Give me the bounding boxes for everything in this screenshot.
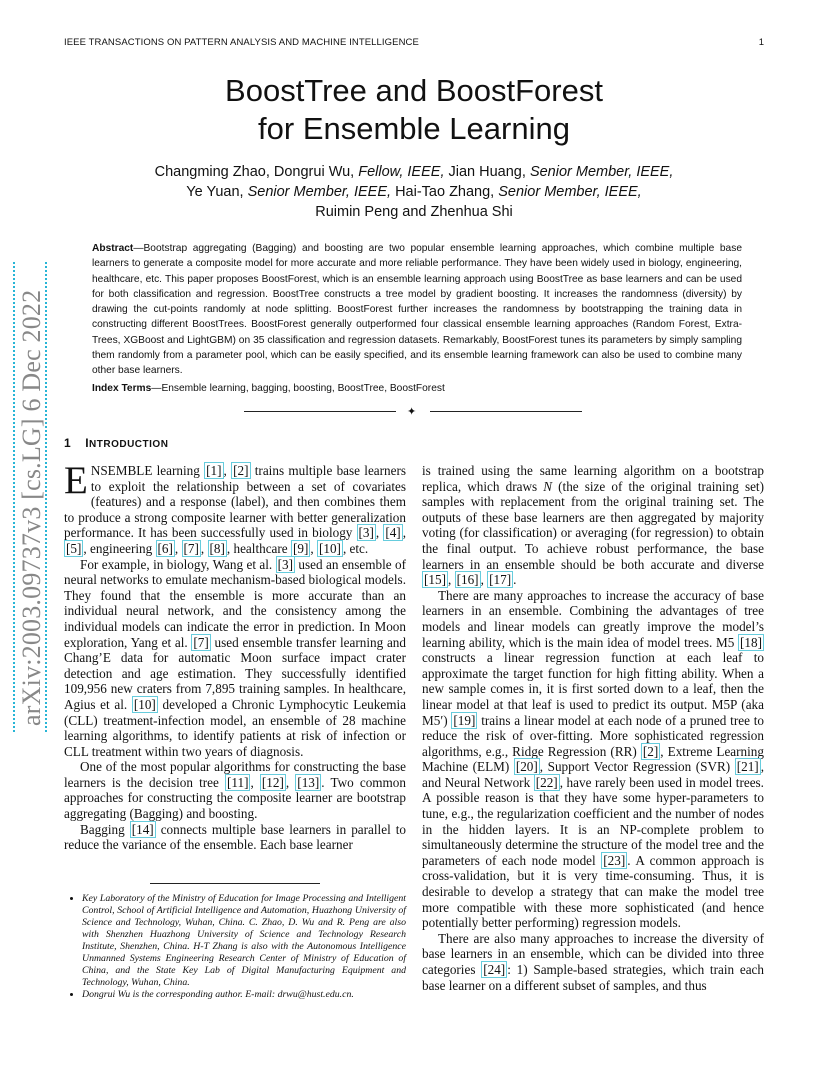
author-line-3: Ruimin Peng and Zhenhua Shi xyxy=(315,204,513,220)
citation-link[interactable]: [4] xyxy=(385,525,401,541)
citation-link[interactable]: [2] xyxy=(233,463,249,478)
paragraph: For example, in biology, Wang et al. [3] used an ensemble of neural networks to emulate mechanism-based biological models. They found that the ensemble is more accurate than an individual neural network, and the consistency among the individual models can indicate the error in prediction. In Moon exploration, Yang et al. [7] used ensemble transfer learning and Chang’E data for automatic Moon surface impact crater detection and age estimation. They successfully identified 109,956 new craters from 7,895 training samples. In healthcare, Agius et al. [10] developed a Chronic Lymphocytic Leukemia (CLL) treatment-infection model, an ensemble of 28 machine learning algorithms, to identify patients at risk of infection or CLL treatment within two years of diagnosis. xyxy=(64,556,407,759)
citation-link[interactable]: [17] xyxy=(489,572,512,588)
citation-link[interactable]: [23] xyxy=(603,852,626,868)
running-header: IEEE TRANSACTIONS ON PATTERN ANALYSIS AND MACHINE INTELLIGENCE xyxy=(64,37,419,48)
left-column xyxy=(64,459,407,853)
citation-link[interactable]: [10] xyxy=(133,696,156,712)
citation-link[interactable]: [3] xyxy=(358,525,374,541)
citation-link[interactable]: [1] xyxy=(206,463,222,478)
citation-link[interactable]: [7] xyxy=(183,540,199,556)
abstract-text: —Bootstrap aggregating (Bagging) and boosting are two popular ensemble learning approaches, which combine multiple base learners to generate a composite model for more accurate and more reliable performance. They have been widely used in biology, engineering, healthcare, etc. This paper proposes BoostForest, which is an ensemble learning approach using BoostTree as base learners and can be used for both classification and regression. BoostTree constructs a tree model by gradient boosting. It increases the randomness (diversity) by drawing the cut-points randomly at node splitting. BoostForest further increases the randomness by bootstrapping the training data in constructing different BoostTrees. BoostForest generally outperformed four classical ensemble learning approaches (Random Forest, Extra-Trees, XGBoost and LightGBM) on 35 classification and regression datasets. Remarkably, BoostForest tunes its parameters by simply sampling them randomly from a parameter pool, which can be easily specified, and its ensemble learning framework can also be used to combine many other base learners. xyxy=(92,243,742,377)
footnotes xyxy=(64,893,406,1001)
section-number: 1 xyxy=(64,436,72,450)
paragraph: There are also many approaches to increase the diversity of base learners in an ensemble, which can be divided into three categories [24] : 1) Sample-based strategies, which train each base learner on a different subset of samples, and thus xyxy=(422,930,764,993)
index-terms xyxy=(92,383,742,394)
citation-link[interactable]: [14] xyxy=(131,821,154,837)
arxiv-identifier-link[interactable]: arXiv:2003.09737v3 [cs.LG] 6 Dec 2022 xyxy=(17,289,46,726)
citation-link[interactable]: [10] xyxy=(318,540,341,556)
paper-title xyxy=(0,72,828,148)
citation-link[interactable]: [5] xyxy=(66,540,82,556)
citation-link[interactable]: [16] xyxy=(456,572,479,588)
paragraph: One of the most popular algorithms for constructing the base learners is the decision tree [11] , [12] , [13] . Two common approaches for constructing the composite learner are bootstrap aggregating (Bagging) and boosting. xyxy=(64,759,406,822)
citation-link[interactable]: [7] xyxy=(193,634,209,650)
citation-link[interactable]: [8] xyxy=(209,540,225,556)
citation-link[interactable]: [19] xyxy=(453,712,476,728)
title-line-1: BoostTree and BoostForest xyxy=(225,73,603,108)
footnote-corresponding-author: • Dongrui Wu is the corresponding author. E-mail: drwu@hust.edu.cn. xyxy=(82,989,406,1001)
citation-link[interactable]: [2] xyxy=(642,743,659,759)
paragraph: ENSEMBLE learning [1] , [2] trains multiple base learners to exploit the relationship between a set of covariates (features) and a response (label), and then combines them to produce a strong composite learner with better generalization performance. It has been successfully used in biology [3] , [4] , [5] , engineering [6] , [7] , [8] , healthcare [9] , [10] , etc. xyxy=(64,459,407,556)
footnote-affiliation: • Key Laboratory of the Ministry of Education for Image Processing and Intelligent Control, School of Artificial Intelligence and Automation, Huazhong University of Science and Technology, Wuhan, China. C. Zhao, D. Wu and R. Peng are also with Shenzhen Huazhong University of Science and Technology Research Institute, Shenzhen, China. H-T Zhang is also with the Autonomous Intelligence Unmanned Systems Engineering Research Center of Ministry of Education of China, and the State Key Lab of Digital Manufacturing Equipment and Technology, Wuhan, China. xyxy=(82,893,406,989)
abstract xyxy=(92,241,742,379)
citation-link[interactable]: [20] xyxy=(515,759,538,775)
citation-link[interactable]: [21] xyxy=(736,759,759,775)
citation-link[interactable]: [13] xyxy=(297,774,320,790)
citation-link[interactable]: [24] xyxy=(483,962,506,977)
citation-link[interactable]: [15] xyxy=(424,572,446,588)
citation-link[interactable]: [22] xyxy=(535,774,558,790)
citation-link[interactable]: [11] xyxy=(226,774,249,790)
paragraph: There are many approaches to increase the accuracy of base learners in an ensemble. Combining the advantages of tree models and linear models can greatly improve the model’s learning ability, which is the main idea of model trees. M5 [18] constructs a linear regression function at each leaf to approximate the target function for high fitting ability. When a new sample comes in, it is first sorted down to a leaf, then the linear model at that leaf is used to predict its output. M5P (aka M5′) [19] trains a linear model at each node of a pruned tree to reduce the risk of over-fitting. More sophisticated regression algorithms, e.g., Ridge Regression (RR) [2] , Extreme Learning Machine (ELM) [20] , Support Vector Regression (SVR) [21] , and Neural Network [22] , have rarely been used in model trees. A possible reason is that they have some hyper-parameters to tune, e.g., the regularization coefficient and the number of nodes in the hidden layers. It is an NP-complete problem to simultaneously determine the structure of the model tree and the parameters of each node model [23] . A common approach is cross-validation, but it is very time-consuming. Thus, it is desirable to develop a strategy that can make the model tree more compatible with these more sophisticated (and hence potentially better performing) regression models. xyxy=(422,587,764,931)
right-column xyxy=(422,463,764,993)
diamond-ornament-icon: ✦ xyxy=(407,406,417,418)
separator-rule-right xyxy=(430,411,582,412)
author-line-2: Ye Yuan, Senior Member, IEEE, Hai-Tao Zhang, Senior Member, IEEE, xyxy=(186,184,642,200)
abstract-label: Abstract xyxy=(92,243,134,254)
citation-link[interactable]: [12] xyxy=(261,774,284,790)
title-line-2: for Ensemble Learning xyxy=(258,111,570,146)
author-list xyxy=(0,162,828,222)
citation-link[interactable]: [6] xyxy=(157,540,173,556)
index-terms-label: Index Terms xyxy=(92,383,152,394)
drop-cap: E xyxy=(64,459,88,502)
citation-link[interactable]: [3] xyxy=(277,556,293,572)
citation-link[interactable]: [18] xyxy=(740,634,762,650)
citation-link[interactable]: [9] xyxy=(292,540,309,556)
footnote-rule xyxy=(150,883,320,884)
author-line-1: Changming Zhao, Dongrui Wu, Fellow, IEEE, Jian Huang, Senior Member, IEEE, xyxy=(154,164,674,180)
page-number: 1 xyxy=(758,37,764,48)
section-heading: 1 INTRODUCTION xyxy=(64,436,169,450)
index-terms-text: —Ensemble learning, bagging, boosting, BoostTree, BoostForest xyxy=(151,383,445,394)
paragraph: Bagging [14] connects multiple base learners in parallel to reduce the variance of the ensemble. Each base learner xyxy=(64,821,406,853)
paragraph: is trained using the same learning algorithm on a bootstrap replica, which draws N (the size of the original training set) samples with replacement from the original training set. The outputs of these base learners are then aggregated by majority voting (for classification) or averaging (for regression) to obtain the final output. To achieve robust performance, the base learners in an ensemble should be both accurate and diverse [15] , [16] , [17] . xyxy=(422,463,764,588)
separator-rule-left xyxy=(244,411,396,412)
